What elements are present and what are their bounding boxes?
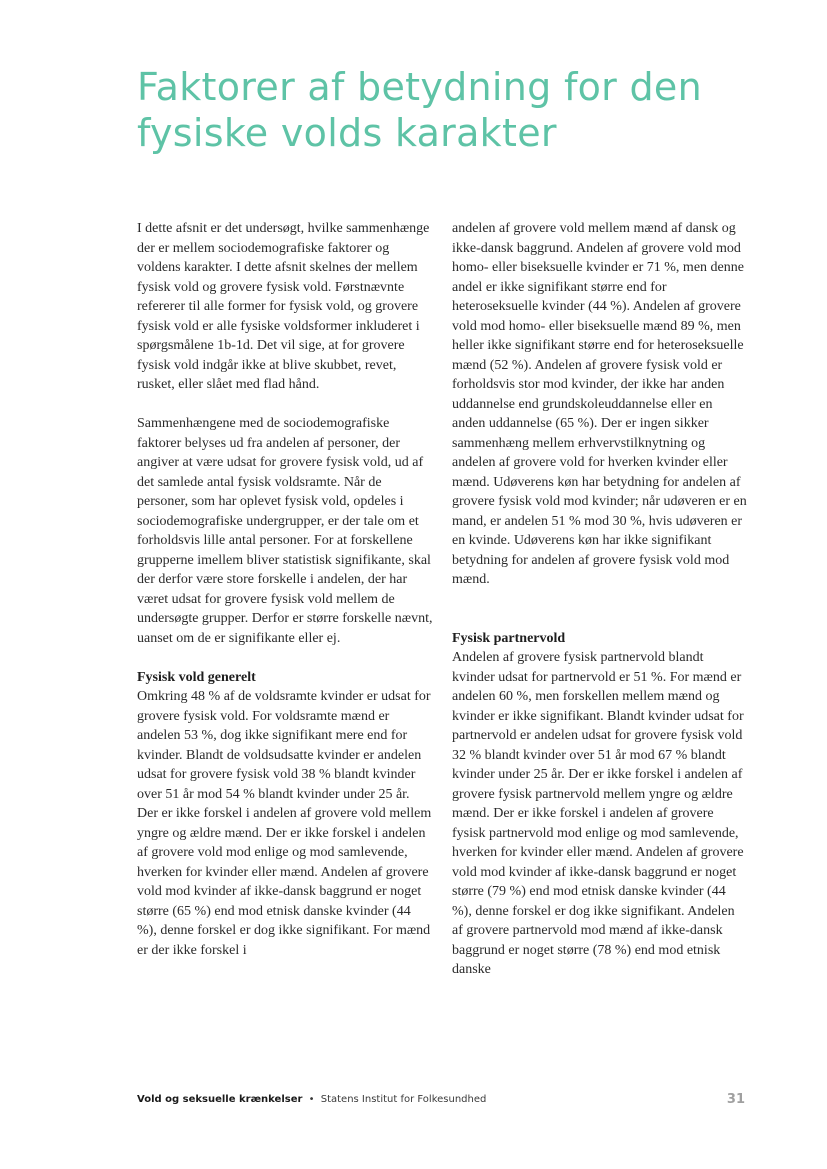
continued-paragraph: andelen af grovere vold mellem mænd af dansk og ikke-dansk baggrund. Andelen af grovere vold mod homo- eller biseksuelle kvinder er 71 %, men denne andel er ikke signifikant større end for heteroseksuelle kvinder (44 %). Andelen af grovere vold mod homo- eller biseksuelle mænd 89 %, men heller ikke signifikant større end for heteroseksuelle mænd (52 %). Andelen af grovere fysisk vold er forholdsvis stor mod kvinder, der ikke har anden uddannelse end grundskoleuddannelse eller en anden uddannelse (65 %). Der er ingen sikker sammenhæng mellem erhvervstilknytning og andelen af grovere vold for hverken kvinder eller mænd. Udøverens køn har betydning for andelen af grovere fysisk vold mod kvinder; når udøveren er en mand, er andelen 51 % mod 30 %, hvis udøveren er en kvinde. Udøverens køn har ikke signifikant betydning for andelen af grovere fysisk vold mod mænd. [452, 221, 747, 587]
section-heading: Fysisk vold generelt [137, 669, 256, 685]
section-paragraph: Andelen af grovere fysisk partnervold blandt kvinder udsat for partnervold er 51 %. For mænd er andelen 60 %, men forskellen mellem mænd og kvinder er ikke signifikant. Blandt kvinder udsat for partnervold er andelen udsat for grovere fysisk vold 32 % blandt kvinder over 51 år mod 67 % blandt kvinder under 25 år. Der er ikke forskel i andelen af grovere fysisk partnervold mellem yngre og ældre mænd. Der er ikke forskel i andelen af grovere fysisk partnervold mod enlige og mod samlevende, hverken for kvinder eller mænd. Andelen af grovere vold mod kvinder af ikke-dansk baggrund er noget større (79 %) end mod etnisk danske kvinder (44 %), denne forskel er dog ikke signifikant. Andelen af grovere partnervold mod mænd af ikke-dansk baggrund er noget større (78 %) end mod etnisk danske [452, 650, 744, 977]
publication-title: Vold og seksuelle krænkelser [137, 1094, 303, 1105]
page-number: 31 [726, 1092, 745, 1107]
right-column [452, 219, 748, 980]
intro-paragraph: I dette afsnit er det undersøgt, hvilke sammenhænge der er mellem sociodemografiske faktorer og voldens karakter. I dette afsnit skelnes der mellem fysisk vold og grovere fysisk vold. Førstnævnte refererer til alle former for fysisk vold, og grovere fysisk vold er alle fysiske voldsformer inkluderet i spørgsmålene 1b-1d. Det vil sige, at for grovere fysisk vold indgår ikke at blive skubbet, revet, rusket, eller slået med flad hånd. [137, 221, 430, 392]
footer-separator: • [308, 1094, 315, 1105]
body-paragraph: Sammenhængene med de sociodemografiske faktorer belyses ud fra andelen af personer, der angiver at være udsat for grovere fysisk vold, ud af det samlede antal fysisk voldsramte. Når de personer, som har oplevet fysisk vold, opdeles i sociodemografiske undergrupper, er der tale om et forholdsvis lille antal personer. For at forskellene grupperne imellem bliver statistisk signifikante, skal der derfor være store forskelle i andelen, der har været udsat for grovere fysisk vold mellem de undersøgte grupper. Derfor er større forskelle nævnt, uanset om de er signifikante eller ej. [137, 416, 433, 646]
section-paragraph: Omkring 48 % af de voldsramte kvinder er udsat for grovere fysisk vold. For voldsramte mænd er andelen 53 %, dog ikke signifikant mere end for kvinder. Blandt de voldsudsatte kvinder er andelen udsat for grovere fysisk vold 38 % blandt kvinder over 51 år mod 54 % blandt kvinder under 25 år. Der er ikke forskel i andelen af grovere vold mellem yngre og ældre mænd. Der er ikke forskel i andelen af grovere vold mod enlige og mod samlevende, hverken for kvinder eller mænd. Andelen af grovere vold mod kvinder af ikke-dansk baggrund er noget større (65 %) end mod etnisk danske kvinder (44 %), denne forskel er dog ikke signifikant. For mænd er der ikke forskel i [137, 689, 432, 958]
left-column [137, 219, 433, 960]
page-title: Faktorer af betydning for den fysiske volds karakter [137, 65, 702, 155]
section-heading: Fysisk partnervold [452, 630, 566, 646]
institute-name: Statens Institut for Folkesundhed [320, 1094, 487, 1105]
page-footer [137, 1094, 486, 1105]
